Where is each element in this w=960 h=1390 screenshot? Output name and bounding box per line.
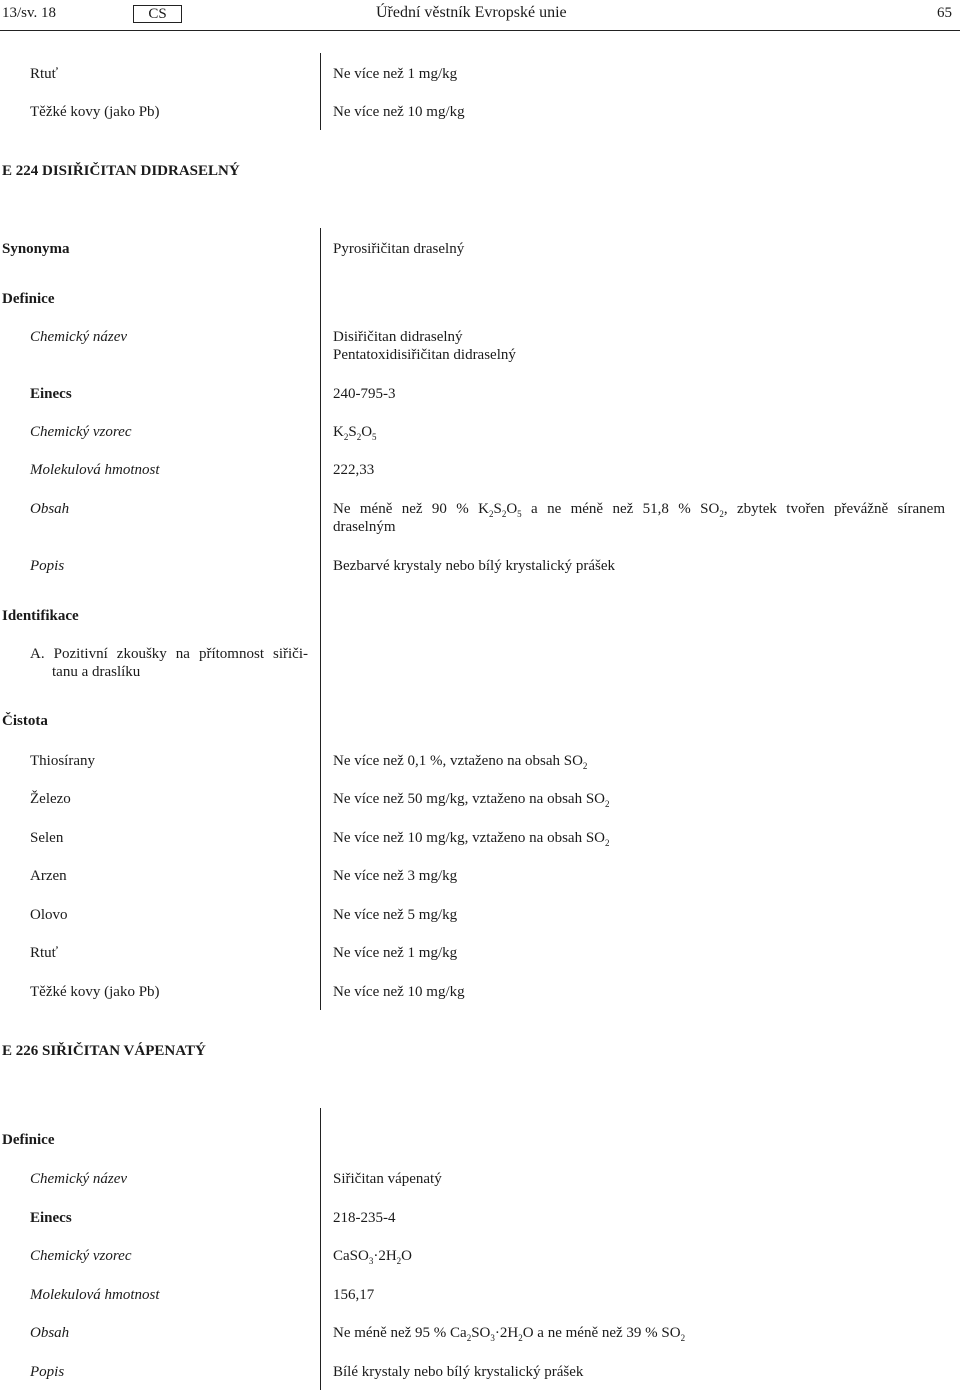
journal-title: Úřední věstník Evropské unie: [376, 4, 567, 21]
issue-number: 13/sv. 18: [2, 5, 57, 21]
section-title-e226: E 226 SIŘIČITAN VÁPENATÝ: [2, 1043, 206, 1059]
purity-value: Ne více než 3 mg/kg: [333, 868, 458, 884]
popis-label: Popis: [30, 558, 65, 574]
obsah-value: Ne méně než 95 % $Ca_2SO_3\cdot 2H_2O$ a ne méně než 39 % $SO_2$: [333, 1325, 686, 1343]
formula-label: Chemický vzorec: [30, 424, 132, 440]
purity-label: Thiosírany: [30, 753, 95, 769]
definice-label: Definice: [2, 1132, 55, 1148]
obsah-label: Obsah: [30, 1325, 70, 1341]
purity-value: Ne více než 10 mg/kg: [333, 984, 465, 1000]
mol-weight-value: 222,33: [333, 462, 375, 478]
purity-label: Selen: [30, 830, 64, 846]
synonyma-value: Pyrosiřičitan draselný: [333, 241, 465, 257]
top-row-value: Ne více než 10 mg/kg: [333, 104, 465, 120]
chem-name-label: Chemický název: [30, 1171, 128, 1187]
mol-weight-value: 156,17: [333, 1287, 375, 1303]
popis-value: Bílé krystaly nebo bílý krystalický prášek: [333, 1364, 584, 1380]
definice-label: Definice: [2, 291, 55, 307]
chem-name-value-alt: Pentatoxidisiřičitan didraselný: [333, 347, 516, 363]
einecs-label: Einecs: [30, 1210, 72, 1226]
column-divider-top: [320, 53, 321, 130]
top-row-label: Rtuť: [30, 66, 59, 82]
language-code: CS: [133, 5, 182, 23]
identifikace-a-line2: tanu a draslíku: [52, 664, 141, 680]
column-divider-e224: [320, 228, 321, 1010]
synonyma-label: Synonyma: [2, 241, 70, 257]
mol-weight-label: Molekulová hmotnost: [30, 462, 160, 478]
purity-label: Rtuť: [30, 945, 59, 961]
page-number: 65: [937, 5, 952, 21]
formula-value: $K_2S_2O_5$: [333, 424, 377, 442]
obsah-value: Ne méně než 90 % $K_2S_2O_5$ a ne méně než 51,8 % $SO_2$, zbytek tvořen převážně síranem: [333, 501, 945, 519]
purity-label: Těžké kovy (jako Pb): [30, 984, 160, 1000]
mol-weight-label: Molekulová hmotnost: [30, 1287, 160, 1303]
chem-name-value: Siřičitan vápenatý: [333, 1171, 442, 1187]
einecs-value: 240-795-3: [333, 386, 396, 402]
popis-label: Popis: [30, 1364, 65, 1380]
einecs-label: Einecs: [30, 386, 72, 402]
section-title-e224: E 224 DISIŘIČITAN DIDRASELNÝ: [2, 163, 240, 179]
chem-name-value: Disiřičitan didraselný: [333, 329, 463, 345]
cistota-label: Čistota: [2, 713, 48, 729]
purity-label: Arzen: [30, 868, 67, 884]
chem-name-label: Chemický název: [30, 329, 128, 345]
purity-label: Železo: [30, 791, 71, 807]
identifikace-label: Identifikace: [2, 608, 79, 624]
identifikace-a-line1: A. Pozitivní zkoušky na přítomnost siřiči-: [30, 646, 308, 662]
purity-label: Olovo: [30, 907, 68, 923]
purity-value: Ne více než 10 mg/kg, vztaženo na obsah $SO_2$: [333, 830, 610, 848]
top-row-label: Těžké kovy (jako Pb): [30, 104, 160, 120]
header-rule: [0, 30, 960, 31]
popis-value: Bezbarvé krystaly nebo bílý krystalický prášek: [333, 558, 615, 574]
column-divider-e226: [320, 1108, 321, 1390]
purity-value: Ne více než 5 mg/kg: [333, 907, 458, 923]
purity-value: Ne více než 50 mg/kg, vztaženo na obsah $SO_2$: [333, 791, 610, 809]
purity-value: Ne více než 0,1 %, vztaženo na obsah $SO_2$: [333, 753, 588, 771]
obsah-label: Obsah: [30, 501, 70, 517]
formula-label: Chemický vzorec: [30, 1248, 132, 1264]
top-row-value: Ne více než 1 mg/kg: [333, 66, 458, 82]
purity-value: Ne více než 1 mg/kg: [333, 945, 458, 961]
formula-value: $CaSO_3\cdot 2H_2O$: [333, 1248, 413, 1266]
obsah-value-cont: draselným: [333, 519, 396, 535]
einecs-value: 218-235-4: [333, 1210, 396, 1226]
identifikace-a: [30, 645, 308, 681]
